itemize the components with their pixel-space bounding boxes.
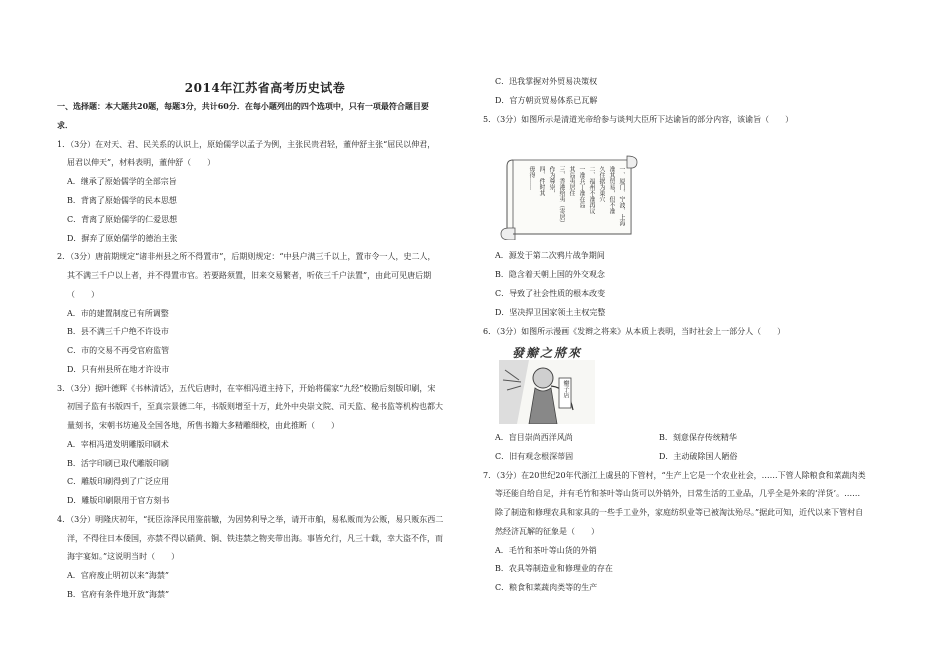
scroll-text	[521, 166, 625, 230]
q1-option-d: D．摒弃了原始儒学的德治主张	[67, 234, 178, 243]
q2-option-a: A．市的建置制度已有所调整	[67, 309, 169, 318]
question-4-text: 4．（3分）明隆庆初年，“抚臣涂泽民用鉴前辙，为因势利导之举，请开市舶，易私贩而为公贩，易只贩东西二	[57, 515, 444, 524]
q3-option-d: D．雕版印刷限用于官方刻书	[67, 496, 170, 505]
scroll-column: 四、件时其	[538, 166, 545, 196]
q5-option-b: B．隐含着天朝上国的外交观念	[495, 270, 605, 279]
question-3-text-cont2: 量刻书，宋朝书坊遍及全国各地，所售书籍大多精雕细校，由此推断（ ）	[67, 421, 339, 430]
question-6-text: 6．（3分）如图所示漫画《发辫之将来》从本质上表明，当时社会上一部分人（ ）	[483, 327, 786, 336]
q5-option-a: A．源发于第二次鸦片战争期间	[495, 251, 605, 260]
question-3-text-cont: 初国子监有书版四千，至真宗景德二年，书版则增至十万，此外中央崇文院、司天监、秘书监等机构也都大	[67, 402, 443, 411]
question-1-text-cont: 屈君以伸天”，材料表明，董仲舒（ ）	[67, 158, 216, 167]
scroll-column: 准其贸易，但不准	[608, 166, 615, 214]
question-7-text-cont: 等还能自给自足，并有毛竹和茶叶等山货可以外销外，日常生活的工业品，几乎全是外来的‘洋货’。……	[495, 489, 861, 498]
question-4-text-cont: 洋，不得往日本倭国，亦禁不得以硝黄、铜、铁违禁之物夹带出海。事皆允行，凡三十载，幸大盗不作，而	[67, 534, 443, 543]
question-4-text-cont2: 海宇宴如。”这说明当时（ ）	[67, 552, 180, 561]
q2-option-b: B．县不满三千户绝不许设市	[67, 327, 169, 336]
question-1-text: 1．（3分）在对天、君、民关系的认识上，原始儒学以孟子为例，主张民贵君轻，董仲舒主张“屈民以伸君，	[57, 140, 436, 149]
q3-option-a: A．宰相冯道发明雕版印刷术	[67, 440, 169, 449]
q1-option-c: C．背离了原始儒学的仁爱思想	[67, 215, 178, 224]
page-title: 2014年江苏省高考历史试卷	[184, 81, 346, 95]
question-2-text-cont2: （ ）	[67, 290, 99, 299]
q6-option-c: C．旧有观念根深蒂固	[495, 452, 574, 461]
question-7-text-cont3: 然经济瓦解的征象是（ ）	[495, 527, 599, 536]
scroll-column: 二、福州不准再议	[588, 166, 595, 214]
question-7-text: 7．（3分）在20世纪20年代浙江上虞县的下管村，“生产上它是一个农业社会，……下管人除粮食和菜蔬肉类	[483, 471, 866, 480]
scroll-column: 其岛夷居住	[568, 166, 575, 196]
q3-option-b: B．活字印刷已取代雕版印刷	[67, 459, 169, 468]
question-2-text-cont: 其不满三千户以上者，并不得置市官。若要路须置，旧来交易繁者，听依三千户法置”，由此可见唐后期	[67, 271, 432, 280]
cartoon-title: 發辮之將來	[511, 346, 582, 360]
question-7-text-cont2: 除了制造和修理农具和家具的一些手工业外，家庭纺织业等已被淘汰殆尽。”据此可知，近代以来下管村自	[495, 508, 864, 517]
scroll-column: 三、香港给夷（寄居）	[558, 166, 565, 226]
q2-option-d: D．只有州县所在地才许设市	[67, 365, 170, 374]
q6-option-b: B．刻意保存传统精华	[659, 433, 737, 442]
cartoon-image	[499, 344, 595, 424]
scroll-column: 毋得……	[528, 166, 535, 190]
q4-option-c: C．迅我掌握对外贸易决策权	[495, 77, 598, 86]
q6-option-a: A．盲目崇尚西洋风尚	[495, 433, 573, 442]
q3-option-c: C．雕版印刷得到了广泛应用	[67, 477, 170, 486]
q7-option-b: B．农具等制造业和修理业的存在	[495, 564, 613, 573]
q7-option-a: A．毛竹和茶叶等山货的外销	[495, 546, 597, 555]
cartoon-tag: 辮子店	[562, 380, 569, 398]
question-3-text: 3．（3分）据叶德辉《书林清话》，五代后唐时，在宰相冯道主持下，开始将儒家“九经”校勘后刻版印刷，宋	[57, 384, 436, 393]
q4-option-d: D．官方朝贡贸易体系已瓦解	[495, 96, 598, 105]
q2-option-c: C．市的交易不再受官府监管	[67, 346, 170, 355]
scroll-column: 久住据为巢穴	[598, 166, 605, 202]
q5-option-d: D．坚决捍卫国家领土主权完整	[495, 308, 606, 317]
scroll-column: 一、厦门、宁波、上海	[618, 166, 625, 226]
edict-scroll-image	[499, 150, 639, 240]
section-heading-cont: 求．	[57, 120, 73, 130]
q1-option-b: B．背离了原始儒学的民本思想	[67, 196, 177, 205]
q7-option-c: C．粮食和菜蔬肉类等的生产	[495, 583, 598, 592]
q1-option-a: A．继承了原始儒学的全部宗旨	[67, 177, 177, 186]
scroll-column: 一准兵丁准在岛	[578, 166, 585, 208]
question-5-text: 5．（3分）如图所示是清道光帝给参与谈判大臣所下达谕旨的部分内容，该谕旨（ ）	[483, 115, 794, 124]
question-2-text: 2．（3分）唐前期规定“诸非州县之所不得置市”，后期则规定：“中县户满三千以上，置市令一人，史二人，	[57, 252, 436, 261]
q4-option-b: B．官府有条件地开放“海禁”	[67, 590, 170, 599]
section-heading: 一、选择题：本大题共20题，每题3分，共计60分．在每小题列出的四个选项中，只有一项最符合题目要	[57, 101, 429, 111]
q4-option-a: A．官府废止明初以来“海禁”	[67, 571, 169, 580]
scroll-column: 作为尊崇，	[548, 166, 555, 196]
q5-option-c: C．导致了社会性质的根本改变	[495, 289, 606, 298]
q6-option-d: D．主动破除国人陋俗	[659, 452, 738, 461]
